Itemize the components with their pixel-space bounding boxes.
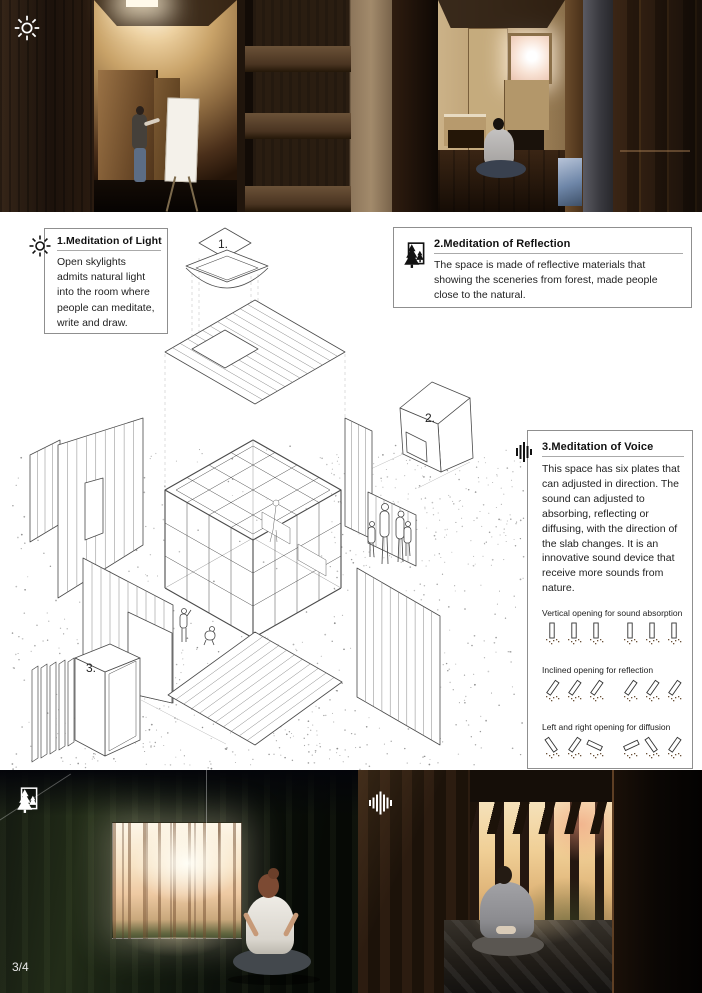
- figure-shadow: [228, 974, 320, 985]
- shelf-beam: [245, 113, 351, 139]
- top-photo-panorama: [0, 0, 702, 213]
- panel-meditation-of-reflection: [393, 227, 692, 308]
- panel-body: This space has six plates that can adjusted in direction. The sound can adjusted to absorbing, reflecting or diffusing, with the direction of the slab changes. It is an innovative sound device that receive more sounds from nature.: [542, 463, 680, 595]
- shelf-beam: [245, 46, 351, 72]
- light-spill: [106, 937, 246, 981]
- panel-opening: [85, 478, 103, 540]
- axo-label-2: 2.: [425, 411, 436, 425]
- framed-trees-icon: [403, 241, 427, 269]
- dark-wood-wall: [392, 0, 438, 212]
- sun-icon: [13, 14, 41, 42]
- wood-grain: [253, 0, 349, 212]
- panel-title: 1.Meditation of Light: [57, 235, 162, 247]
- drawing-room-render: [94, 0, 237, 212]
- panel-meditation-of-voice: [527, 430, 693, 769]
- small-window: [508, 33, 552, 84]
- slat-diagram: [542, 677, 684, 707]
- sitting-woman-legs: [476, 160, 526, 178]
- louver-fins: [32, 658, 74, 762]
- hair-bun: [268, 868, 279, 879]
- page-number: 3/4: [12, 960, 29, 974]
- voice-corridor-render: [358, 770, 702, 993]
- panel-title: 3.Meditation of Voice: [542, 441, 654, 453]
- counter-base: [448, 130, 484, 148]
- axo-label-3: 3.: [86, 661, 97, 675]
- reflection-room-render: [0, 770, 358, 993]
- angled-fins: [470, 798, 612, 834]
- sitting-woman-head: [493, 118, 504, 130]
- skylight-glow: [126, 0, 158, 7]
- wood-seam: [620, 150, 690, 152]
- blue-bedding: [558, 158, 582, 206]
- panel-body: Open skylights admits natural light into the room where people can meditate, write and draw.: [57, 256, 155, 329]
- bottom-photo-band: [0, 770, 702, 993]
- diagram-caption: Vertical opening for sound absorption: [542, 608, 683, 619]
- slat-diagram: [542, 620, 684, 650]
- panel-meditation-of-light: [44, 228, 168, 334]
- dark-wood-planks: [613, 0, 702, 212]
- shelf-beam: [245, 186, 351, 212]
- framed-trees-icon: [16, 786, 40, 814]
- axo-label-1: 1.: [218, 237, 229, 251]
- ceiling: [470, 770, 612, 802]
- painter-figure: [132, 114, 147, 150]
- skylight-funnel-rim: [186, 250, 268, 282]
- voice-box-front: [105, 658, 140, 756]
- painter-legs: [134, 148, 146, 182]
- sound-wave-icon: [367, 790, 393, 816]
- panel-body: The space is made of reflective materials that showing the sceneries from forest, made people close to the natural.: [434, 259, 658, 302]
- ceiling: [94, 0, 237, 26]
- axonometric-section: [0, 212, 702, 770]
- meditation-corridor-render: [438, 0, 565, 212]
- easel-canvas: [165, 97, 200, 182]
- slat-diagram: [542, 734, 684, 764]
- bunk-cabinet: [504, 80, 549, 130]
- ceiling: [438, 0, 565, 28]
- wireframe-overlay-line: [206, 770, 207, 842]
- dark-wood-wall: [612, 770, 702, 993]
- gray-pillar: [583, 0, 613, 212]
- sound-wave-icon: [515, 441, 535, 463]
- floor-deck: [168, 632, 342, 745]
- shelf-unit-render: [237, 0, 392, 212]
- painter-head: [136, 106, 144, 115]
- diagram-caption: Left and right opening for diffusion: [542, 722, 671, 733]
- voice-diagrams: [528, 596, 692, 769]
- panel-title: 2.Meditation of Reflection: [434, 238, 571, 250]
- meditating-man-head: [496, 866, 512, 884]
- forest-window: [112, 822, 242, 939]
- diagram-caption: Inclined opening for reflection: [542, 665, 654, 676]
- ceiling: [0, 770, 358, 816]
- meditating-man-hands: [496, 926, 516, 934]
- sun-icon: [28, 234, 52, 258]
